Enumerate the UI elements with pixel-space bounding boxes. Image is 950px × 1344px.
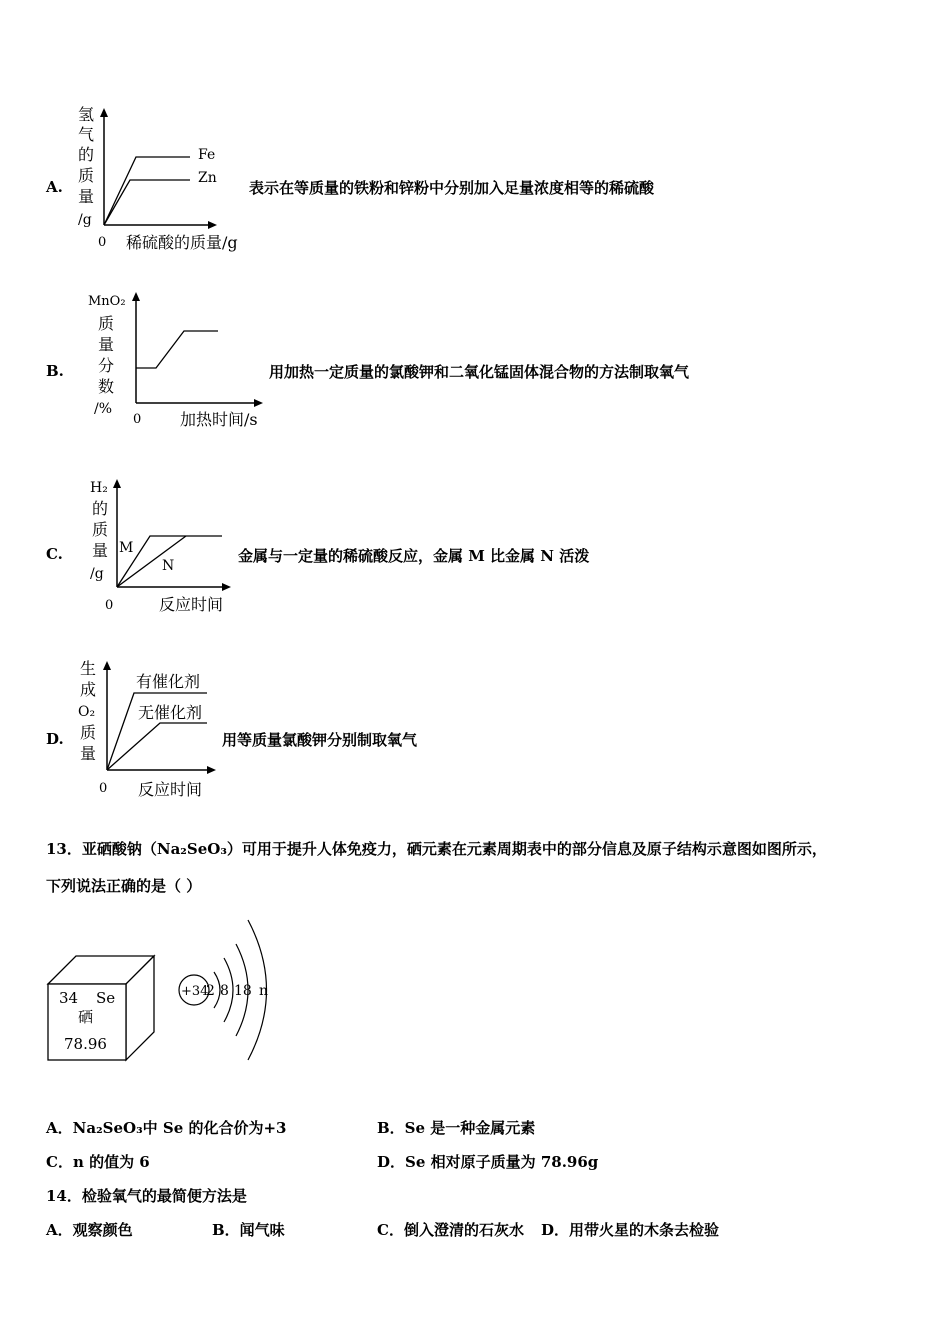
graph-c-ylabel-4: /g: [90, 566, 104, 582]
graph-b-ylabel-top: MnO₂: [88, 294, 126, 309]
graph-b-ylabel-2: 量: [98, 335, 115, 354]
atom-structure-diagram: [170, 910, 290, 1070]
graph-c-ylabel-3: 量: [92, 541, 109, 560]
graph-a: [70, 100, 250, 255]
graph-a-label-zn: Zn: [198, 170, 217, 186]
graph-d-x-arrow: [207, 766, 216, 774]
q14-stem: 14．检验氧气的最简便方法是: [46, 1187, 247, 1205]
graph-b-ylabel-3: 分: [98, 356, 115, 375]
graph-c-origin: 0: [105, 598, 114, 613]
graph-b-origin: 0: [133, 412, 142, 427]
option-b-description: 用加热一定质量的氯酸钾和二氧化锰固体混合物的方法制取氧气: [269, 363, 690, 381]
graph-a-ylabel-2: 气: [78, 125, 95, 144]
option-c-letter: C.: [46, 545, 63, 563]
graph-c-x-arrow: [222, 583, 231, 591]
graph-b-line: [136, 331, 218, 368]
graph-a-ylabel-5: 量: [78, 187, 95, 206]
q14-option-d[interactable]: D．用带火星的木条去检验: [541, 1221, 720, 1239]
graph-a-ylabel-1: 氢: [78, 105, 95, 124]
q14-option-a[interactable]: A．观察颜色: [46, 1221, 133, 1239]
option-a-description: 表示在等质量的铁粉和锌粉中分别加入足量浓度相等的稀硫酸: [249, 179, 655, 197]
graph-a-xlabel: 稀硫酸的质量/g: [126, 233, 238, 252]
graph-b: [86, 285, 276, 433]
graph-c-xlabel: 反应时间: [159, 595, 224, 614]
element-atomic-number: 34: [59, 989, 79, 1007]
graph-c-ylabel-2: 质: [92, 520, 109, 539]
graph-d-ylabel-4: 质: [80, 723, 97, 742]
graph-d-ylabel-1: 生: [80, 659, 97, 678]
graph-d-ylabel-2: 成: [80, 680, 97, 699]
graph-c: [84, 470, 244, 618]
graph-c-label-m: M: [119, 540, 134, 556]
shell-electrons-4: n: [259, 983, 269, 999]
shell-electrons-1: 2: [206, 983, 215, 999]
element-symbol: Se: [96, 989, 116, 1007]
graph-b-ylabel-5: /%: [94, 401, 113, 417]
graph-b-y-arrow: [132, 292, 140, 301]
graph-c-ylabel-1: 的: [92, 499, 109, 518]
q13-option-c[interactable]: C．n 的值为 6: [46, 1153, 150, 1171]
graph-a-line-zn: [104, 180, 190, 225]
shell-electrons-3: 18: [234, 983, 252, 999]
graph-b-x-arrow: [254, 399, 263, 407]
element-cell-se: [44, 950, 159, 1065]
option-c-description: 金属与一定量的稀硫酸反应，金属 M 比金属 N 活泼: [238, 547, 590, 565]
graph-a-ylabel-6: /g: [78, 212, 92, 228]
graph-d-label-catalyst: 有催化剂: [136, 672, 201, 691]
q13-stem-line2: 下列说法正确的是（ ）: [46, 877, 202, 895]
element-name: 硒: [78, 1008, 94, 1026]
q13-option-b[interactable]: B．Se 是一种金属元素: [377, 1119, 536, 1137]
option-d-letter: D.: [46, 730, 64, 748]
q13-option-d[interactable]: D．Se 相对原子质量为 78.96g: [377, 1153, 599, 1171]
graph-b-ylabel-1: 质: [98, 314, 115, 333]
graph-d-y-arrow: [103, 661, 111, 670]
graph-d-line-no-catalyst: [107, 723, 207, 770]
graph-c-label-n: N: [162, 558, 175, 574]
graph-c-y-arrow: [113, 479, 121, 488]
q14-option-b[interactable]: B．闻气味: [212, 1221, 285, 1239]
graph-d: [74, 652, 224, 802]
graph-a-origin: 0: [98, 235, 107, 250]
option-d-description: 用等质量氯酸钾分别制取氧气: [222, 731, 418, 749]
option-a-letter: A.: [46, 178, 63, 196]
q13-option-a[interactable]: A．Na₂SeO₃中 Se 的化合价为+3: [46, 1119, 287, 1137]
graph-d-label-no-catalyst: 无催化剂: [138, 703, 203, 722]
graph-a-ylabel-3: 的: [78, 145, 95, 164]
graph-d-ylabel-5: 量: [80, 744, 97, 763]
q14-option-c[interactable]: C．倒入澄清的石灰水: [377, 1221, 524, 1239]
nucleus-charge: +34: [181, 984, 209, 999]
graph-a-x-arrow: [208, 221, 217, 229]
graph-b-ylabel-4: 数: [98, 377, 115, 396]
option-b-letter: B.: [46, 362, 64, 380]
element-atomic-mass: 78.96: [64, 1035, 107, 1053]
graph-a-label-fe: Fe: [198, 147, 216, 163]
graph-a-line-fe: [104, 157, 190, 225]
graph-d-xlabel: 反应时间: [138, 780, 203, 799]
graph-a-y-arrow: [100, 108, 108, 117]
graph-d-ylabel-3: O₂: [78, 704, 96, 720]
shell-electrons-2: 8: [220, 983, 229, 999]
graph-b-xlabel: 加热时间/s: [180, 410, 258, 429]
graph-d-origin: 0: [99, 781, 108, 796]
graph-c-ylabel-top: H₂: [90, 480, 108, 496]
graph-a-ylabel-4: 质: [78, 166, 95, 185]
q13-stem-line1: 13．亚硒酸钠（Na₂SeO₃）可用于提升人体免疫力，硒元素在元素周期表中的部分信息及原子结构示意图如图所示，: [46, 840, 827, 858]
